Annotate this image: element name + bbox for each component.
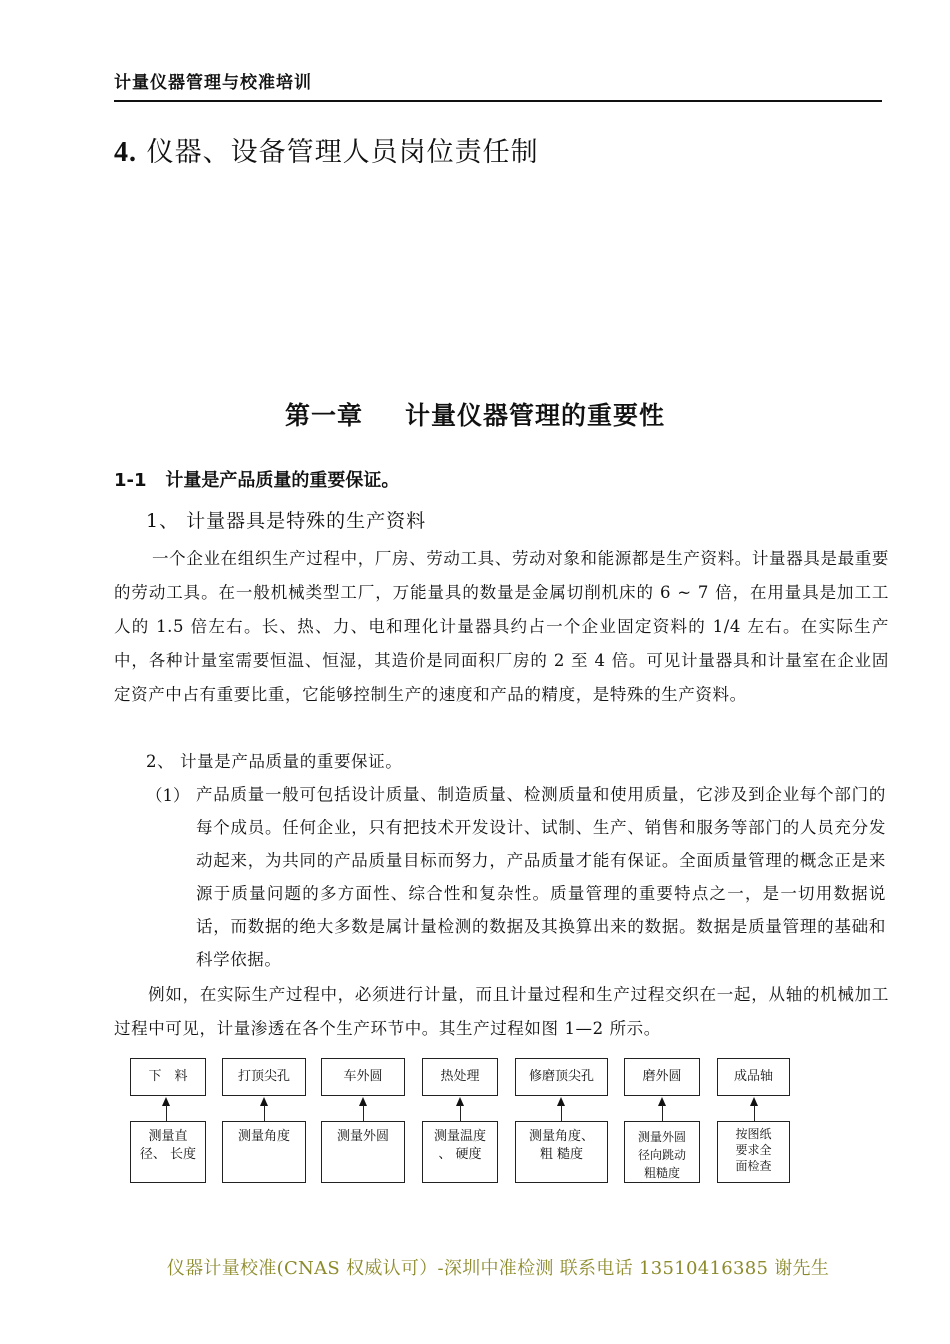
section-number: 4. [114,137,137,168]
flow-step-box: 车外圆 [321,1058,405,1096]
sub-heading-number: 1-1 [114,470,147,491]
flow-measure-box: 测量角度 [222,1121,306,1183]
arrow-shaft [662,1105,663,1121]
section-title-text: 仪器、设备管理人员岗位责任制 [146,137,539,168]
chapter-title [0,396,950,432]
flow-step-box: 磨外圆 [624,1058,700,1096]
flow-step-box: 热处理 [422,1058,498,1096]
list-item-2: 2、 计量是产品质量的重要保证。 [146,752,403,771]
arrow-shaft [754,1105,755,1121]
list-item-3-number: （1） [146,786,190,805]
flow-measure-box: 测量直径、 长度 [130,1121,206,1183]
paragraph-2-text: 例如，在实际生产过程中，必须进行计量，而且计量过程和生产过程交织在一起，从轴的机械加工过程中可见，计量渗透在各个生产环节中。其生产过程如图 1—2 所示。 [114,985,889,1038]
paragraph-1-text: 一个企业在组织生产过程中，厂房、劳动工具、劳动对象和能源都是生产资料。计量器具是最重要的劳动工具。在一般机械类型工厂，万能量具的数量是金属切削机床的 6 ~ 7 倍，在用量具是加工工人的 1.5 倍左右。长、热、力、电和理化计量器具约占一个企业固定资料的 1/4 左右。在实际生产中，各种计量室需要恒温、恒湿，其造价是同面积厂房的 2 至 4 倍。可见计量器具和计量室在企业固定资产中占有重要比重，它能够控制生产的速度和产品的精度，是特殊的生产资料。 [114,549,889,704]
list-item-1: 1、 计量器具是特殊的生产资料 [146,510,427,532]
flow-measure-box: 测量外圆 [321,1121,405,1183]
flow-measure-box: 测量角度、粗 糙度 [515,1121,608,1183]
arrow-shaft [264,1105,265,1121]
header-title: 计量仪器管理与校准培训 [114,73,312,93]
sub-heading [114,466,399,492]
chapter-label: 第一章 [284,401,363,430]
sub-heading-title: 计量是产品质量的重要保证。 [165,470,400,491]
flow-step-box: 下 料 [130,1058,206,1096]
footer-contact: 仪器计量校准(CNAS 权威认可）-深圳中准检测 联系电话 13510416385 谢先生 [166,1258,830,1279]
arrow-shaft [460,1105,461,1121]
chapter-title-text: 计量仪器管理的重要性 [405,401,666,430]
flow-step-box: 成品轴 [717,1058,790,1096]
arrow-shaft [561,1105,562,1121]
list-item-3-text: 产品质量一般可包括设计质量、制造质量、检测质量和使用质量，它涉及到企业每个部门的每个成员。任何企业，只有把技术开发设计、试制、生产、销售和服务等部门的人员充分发动起来，为共同的产品质量目标而努力，产品质量才能有保证。全面质量管理的概念正是来源于质量问题的多方面性、综合性和复杂性。质量管理的重要特点之一，是一切用数据说话，而数据的绝大多数是属计量检测的数据及其换算出来的数据。数据是质量管理的基础和科学依据。 [196,785,886,969]
flow-measure-box: 按图纸要求全面检查 [717,1121,790,1183]
section-title [114,130,539,169]
arrow-shaft [363,1105,364,1121]
flow-step-box: 打顶尖孔 [222,1058,306,1096]
arrow-shaft [166,1105,167,1121]
flow-measure-box: 测量温度 、 硬度 [422,1121,498,1183]
flow-measure-box: 测量外圆径向跳动粗糙度 [624,1121,700,1183]
header-divider [114,100,882,102]
flow-step-box: 修磨顶尖孔 [515,1058,608,1096]
paragraph-1 [114,542,889,712]
paragraph-2 [114,978,889,1046]
